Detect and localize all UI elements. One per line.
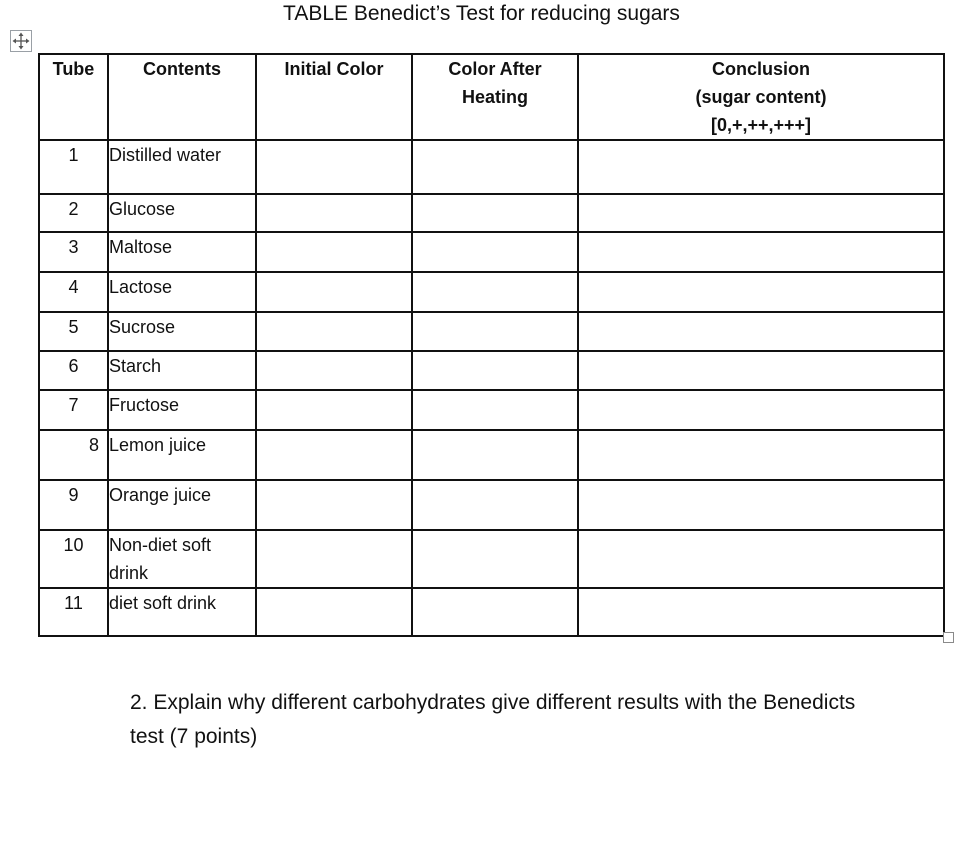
header-initial-color: Initial Color xyxy=(256,54,412,140)
table-move-handle[interactable] xyxy=(10,30,32,52)
initial-color-cell[interactable] xyxy=(256,390,412,430)
initial-color-cell[interactable] xyxy=(256,530,412,588)
tube-number: 11 xyxy=(39,588,108,636)
conclusion-cell[interactable] xyxy=(578,194,944,232)
color-after-cell[interactable] xyxy=(412,390,578,430)
tube-contents: Maltose xyxy=(108,232,256,272)
initial-color-cell[interactable] xyxy=(256,351,412,390)
tube-contents: Non-diet soft drink xyxy=(108,530,256,588)
table-row xyxy=(39,272,944,312)
table-row xyxy=(39,430,944,480)
tube-number: 10 xyxy=(39,530,108,588)
tube-number: 1 xyxy=(39,140,108,194)
conclusion-cell[interactable] xyxy=(578,390,944,430)
initial-color-cell[interactable] xyxy=(256,232,412,272)
table-title: TABLE Benedict’s Test for reducing sugars xyxy=(283,2,680,25)
initial-color-cell[interactable] xyxy=(256,480,412,530)
tube-contents: Lemon juice xyxy=(108,430,256,480)
table-row xyxy=(39,351,944,390)
table-resize-handle[interactable] xyxy=(943,632,954,643)
tube-contents: Distilled water xyxy=(108,140,256,194)
color-after-cell[interactable] xyxy=(412,232,578,272)
tube-number: 9 xyxy=(39,480,108,530)
tube-contents: Starch xyxy=(108,351,256,390)
initial-color-cell[interactable] xyxy=(256,140,412,194)
conclusion-cell[interactable] xyxy=(578,232,944,272)
color-after-cell[interactable] xyxy=(412,351,578,390)
header-tube: Tube xyxy=(39,54,108,140)
color-after-cell[interactable] xyxy=(412,194,578,232)
tube-contents: diet soft drink xyxy=(108,588,256,636)
table-row xyxy=(39,232,944,272)
tube-contents: Sucrose xyxy=(108,312,256,351)
tube-number: 3 xyxy=(39,232,108,272)
header-color-after-heating: Color After Heating xyxy=(412,54,578,140)
initial-color-cell[interactable] xyxy=(256,194,412,232)
table-row xyxy=(39,588,944,636)
tube-number: 2 xyxy=(39,194,108,232)
conclusion-cell[interactable] xyxy=(578,480,944,530)
conclusion-cell[interactable] xyxy=(578,588,944,636)
conclusion-cell[interactable] xyxy=(578,140,944,194)
color-after-cell[interactable] xyxy=(412,272,578,312)
conclusion-cell[interactable] xyxy=(578,530,944,588)
header-conclusion: Conclusion (sugar content) [0,+,++,+++] xyxy=(578,54,944,140)
initial-color-cell[interactable] xyxy=(256,430,412,480)
tube-contents: Orange juice xyxy=(108,480,256,530)
table-row xyxy=(39,312,944,351)
table-row xyxy=(39,530,944,588)
initial-color-cell[interactable] xyxy=(256,272,412,312)
tube-number: 6 xyxy=(39,351,108,390)
table-row xyxy=(39,390,944,430)
conclusion-cell[interactable] xyxy=(578,351,944,390)
color-after-cell[interactable] xyxy=(412,312,578,351)
conclusion-cell[interactable] xyxy=(578,430,944,480)
tube-number: 7 xyxy=(39,390,108,430)
tube-contents: Fructose xyxy=(108,390,256,430)
tube-contents: Lactose xyxy=(108,272,256,312)
color-after-cell[interactable] xyxy=(412,140,578,194)
question-text: 2. Explain why different carbohydrates give different results with the Benedicts test (7 points) xyxy=(130,691,856,748)
color-after-cell[interactable] xyxy=(412,430,578,480)
table-row xyxy=(39,194,944,232)
conclusion-cell[interactable] xyxy=(578,312,944,351)
table-row xyxy=(39,140,944,194)
initial-color-cell[interactable] xyxy=(256,588,412,636)
color-after-cell[interactable] xyxy=(412,530,578,588)
header-contents: Contents xyxy=(108,54,256,140)
table-row xyxy=(39,480,944,530)
table-header-row xyxy=(39,54,944,140)
tube-contents: Glucose xyxy=(108,194,256,232)
tube-number: 8 xyxy=(39,430,108,480)
tube-number: 5 xyxy=(39,312,108,351)
move-arrows-icon xyxy=(11,31,31,51)
color-after-cell[interactable] xyxy=(412,480,578,530)
tube-number: 4 xyxy=(39,272,108,312)
color-after-cell[interactable] xyxy=(412,588,578,636)
initial-color-cell[interactable] xyxy=(256,312,412,351)
conclusion-cell[interactable] xyxy=(578,272,944,312)
benedict-test-table xyxy=(38,53,945,637)
